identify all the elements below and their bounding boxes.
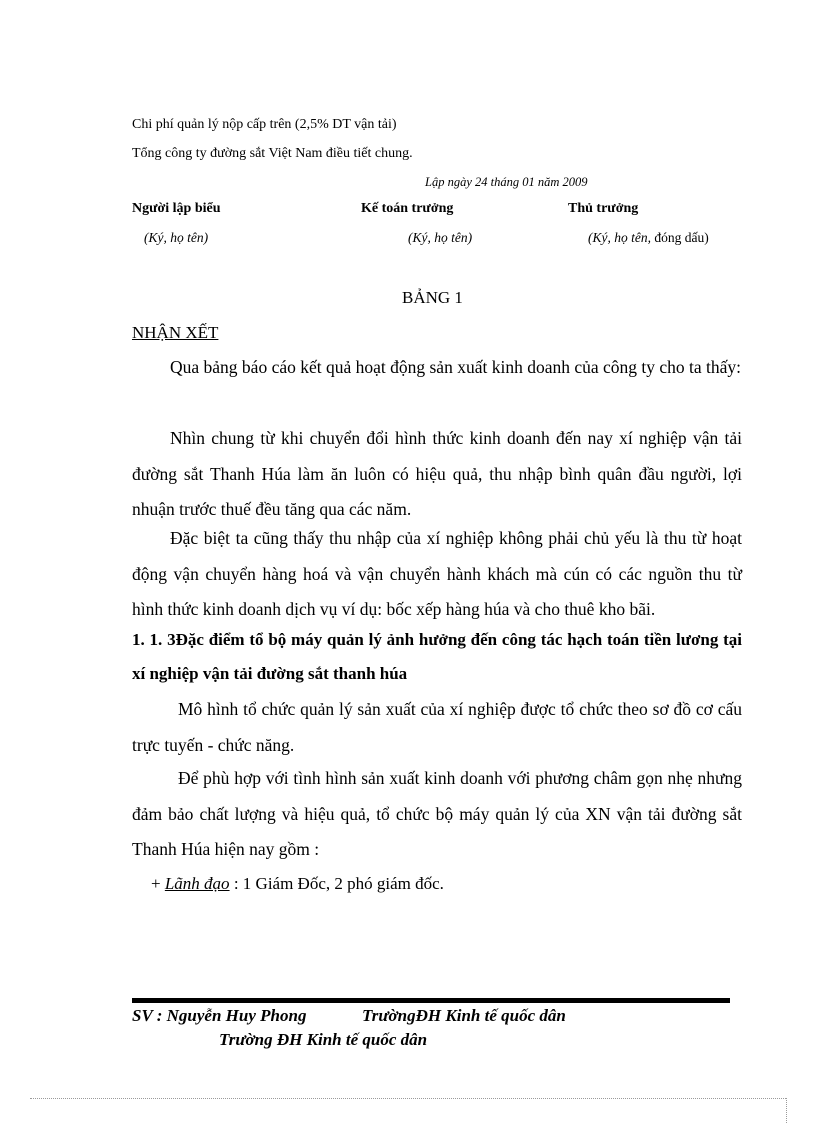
page-margin-line-vertical — [786, 1098, 787, 1123]
bullet-text: : 1 Giám Đốc, 2 phó giám đốc. — [233, 874, 444, 893]
page-margin-line — [30, 1098, 786, 1099]
signature-accountant-title: Kế toán trưởng — [361, 201, 454, 216]
table-caption: BẢNG 1 — [402, 288, 463, 307]
bullet-label: Lãnh đạo — [164, 874, 230, 893]
footer-school-repeat: Trường ĐH Kinh tế quốc dân — [219, 1030, 428, 1049]
footer-rule — [132, 998, 730, 1003]
signature-preparer-title: Người lập biểu — [132, 201, 221, 216]
signature-head-title: Thủ trưởng — [568, 201, 639, 216]
paragraph-structure: Để phù hợp với tình hình sản xuất kinh doanh với phương châm gọn nhẹ nhưng đảm bảo chất lượng và hiệu quả, tổ chức bộ máy quản lý của XN vận tải đường sắt Thanh Húa hiện nay gồm : — [132, 768, 742, 859]
date-line: Lập ngày 24 tháng 01 năm 2009 — [425, 175, 588, 189]
paragraph-model: Mô hình tổ chức quản lý sản xuất của xí nghiệp được tổ chức theo sơ đồ cơ cấu trực tuyến - chức năng. — [132, 699, 742, 755]
signature-head-note-italic: (Ký, họ tên, — [588, 230, 651, 245]
signature-head-note — [588, 230, 709, 246]
footer-school: TrườngĐH Kinh tế quốc dân — [362, 1006, 566, 1025]
section-title: NHẬN XẾT — [132, 323, 219, 342]
paragraph-overview: Nhìn chung từ khi chuyển đổi hình thức kinh doanh đến nay xí nghiệp vận tải đường sắt Thanh Húa làm ăn luôn có hiệu quả, thu nhập bình quân đầu người, lợi nhuận trước thuế đều tăng qua các năm. — [132, 428, 742, 519]
signature-accountant-note: (Ký, họ tên) — [408, 230, 473, 245]
section-heading: 1. 1. 3Đặc điểm tổ bộ máy quản lý ảnh hưởng đến công tác hạch toán tiền lương tại xí nghiệp vận tải đường sắt thanh húa — [132, 630, 742, 683]
signature-head-note-plain: đóng dấu) — [651, 230, 709, 245]
note-line-1: Chi phí quản lý nộp cấp trên (2,5% DT vận tải) — [132, 117, 397, 132]
note-line-2: Tổng công ty đường sắt Việt Nam điều tiết chung. — [132, 146, 413, 161]
paragraph-intro: Qua bảng báo cáo kết quả hoạt động sản xuất kinh doanh của công ty cho ta thấy: — [170, 357, 742, 377]
signature-preparer-note: (Ký, họ tên) — [144, 230, 209, 245]
paragraph-income: Đặc biệt ta cũng thấy thu nhập của xí nghiệp không phải chủ yếu là thu từ hoạt động vận chuyển hàng hoá và vận chuyển hành khách mà cún có các nguồn thu từ hình thức kinh doanh dịch vụ ví dụ: bốc xếp hàng húa và cho thuê kho bãi. — [132, 528, 742, 619]
bullet-leadership — [151, 866, 444, 901]
footer-student: SV : Nguyễn Huy Phong — [132, 1006, 307, 1025]
bullet-marker: + — [151, 874, 161, 893]
